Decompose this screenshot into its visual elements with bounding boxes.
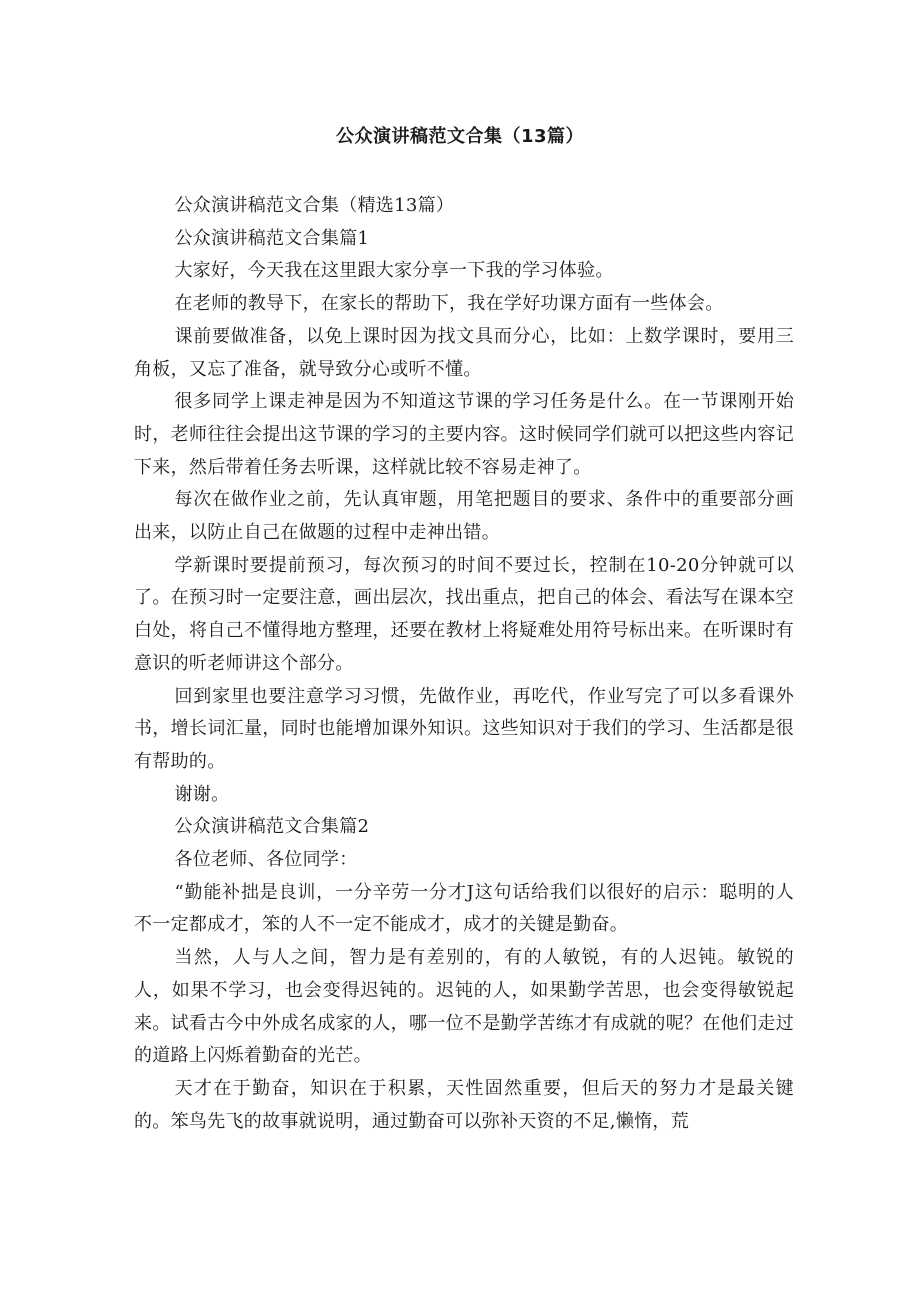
paragraph: 每次在做作业之前，先认真审题，用笔把题目的要求、条件中的重要部分画出来，以防止自己在做题的过程中走神出错。 (134, 489, 794, 544)
paragraph: 很多同学上课走神是因为不知道这节课的学习任务是什么。在一节课刚开始时，老师往往会提出这节课的学习的主要内容。这时候同学们就可以把这些内容记下来，然后带着任务去听课，这样就比较不容易走神了。 (134, 391, 794, 478)
paragraph: 学新课时要提前预习，每次预习的时间不要过长，控制在10-20分钟就可以了。在预习时一定要注意，画出层次，找出重点，把自己的体会、看法写在课本空白处，将自己不懂得地方整理，还要在教材上将疑难处用符号标出来。在听课时有意识的听老师讲这个部分。 (134, 554, 794, 674)
paragraph: 在老师的教导下，在家长的帮助下，我在学好功课方面有一些体会。 (174, 293, 724, 315)
paragraph: 回到家里也要注意学习习惯，先做作业，再吃代，作业写完了可以多看课外书，增长词汇量，同时也能增加课外知识。这些知识对于我们的学习、生活都是很有帮助的。 (134, 685, 794, 772)
paragraph: 公众演讲稿范文合集（精选13篇） (174, 195, 455, 216)
paragraph: 谢谢。 (174, 783, 230, 805)
paragraph: 课前要做准备，以免上课时因为找文具而分心，比如：上数学课时，要用三角板，又忘了准备，就导致分心或听不懂。 (134, 325, 794, 380)
document-title: 公众演讲稿范文合集（13篇） (335, 126, 585, 147)
section-heading: 公众演讲稿范文合集篇2 (174, 816, 370, 838)
paragraph: 各位老师、各位同学： (174, 849, 358, 871)
paragraph: “勤能补拙是良训，一分辛劳一分才J这句话给我们以很好的启示：聪明的人不一定都成才，笨的人不一定不能成才，成才的关键是勤奋。 (134, 881, 794, 936)
paragraph: 当然，人与人之间，智力是有差别的，有的人敏锐，有的人迟钝。敏锐的人，如果不学习，也会变得迟钝的。迟钝的人，如果勤学苦思，也会变得敏锐起来。试看古今中外成名成家的人，哪一位不是勤学苦练才有成就的呢？在他们走过的道路上闪烁着勤奋的光芒。 (134, 947, 794, 1067)
paragraph: 大家好，今天我在这里跟大家分享一下我的学习体验。 (174, 260, 614, 282)
section-heading: 公众演讲稿范文合集篇1 (174, 227, 370, 249)
document-body (134, 190, 794, 1138)
paragraph: 天才在于勤奋，知识在于积累，天性固然重要，但后天的努力才是最关键的。笨鸟先飞的故事就说明，通过勤奋可以弥补天资的不足,懒惰，荒 (134, 1077, 794, 1132)
